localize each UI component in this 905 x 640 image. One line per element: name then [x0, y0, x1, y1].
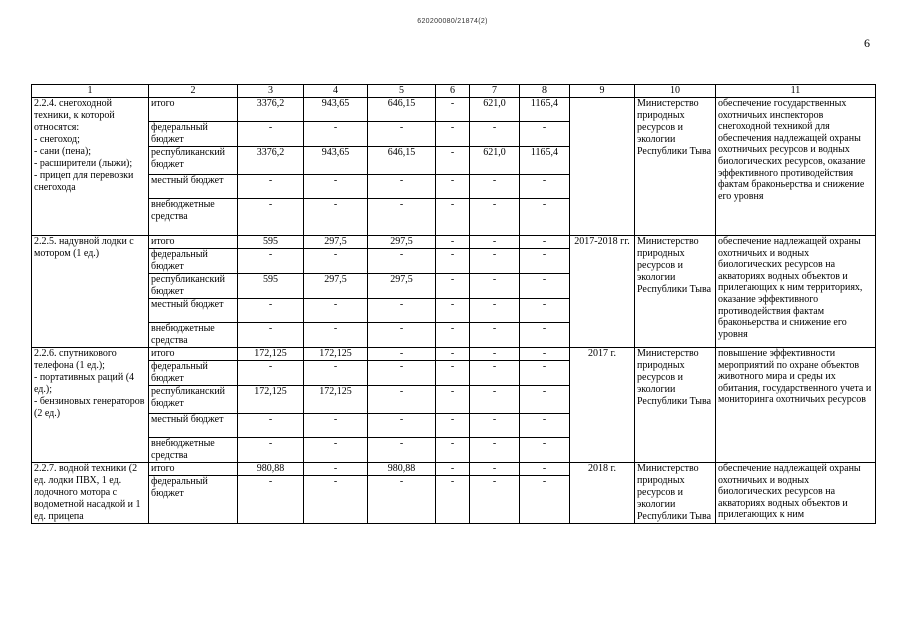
- amount-c7: -: [470, 476, 520, 524]
- amount-c4: -: [304, 361, 368, 386]
- amount-c8: -: [520, 361, 570, 386]
- amount-c7: -: [470, 323, 520, 348]
- amount-c6: -: [436, 122, 470, 147]
- header-col-11: 11: [716, 85, 876, 98]
- responsible-executor: Министерство природных ресурсов и экологии Республики Тыва: [635, 236, 716, 348]
- amount-c6: -: [436, 476, 470, 524]
- amount-c5: -: [368, 438, 436, 463]
- amount-c8: -: [520, 463, 570, 476]
- implementation-period: 2018 г.: [570, 463, 635, 524]
- funding-source: федеральный бюджет: [149, 249, 238, 274]
- expected-result: обеспечение надлежащей охраны охотничьих и водных биологических ресурсов на акваториях водных объектов и прилегающих к ним: [716, 463, 876, 524]
- amount-c5: 646,15: [368, 147, 436, 175]
- amount-c6: -: [436, 236, 470, 249]
- amount-c8: -: [520, 323, 570, 348]
- amount-c5: -: [368, 299, 436, 323]
- amount-c7: -: [470, 249, 520, 274]
- header-col-8: 8: [520, 85, 570, 98]
- funding-source: итого: [149, 463, 238, 476]
- funding-source: итого: [149, 98, 238, 122]
- header-row: [32, 85, 876, 98]
- amount-c4: -: [304, 323, 368, 348]
- amount-c6: -: [436, 386, 470, 414]
- implementation-period: 2017-2018 гг.: [570, 236, 635, 348]
- expected-result: обеспечение государственных охотничьих инспекторов снегоходной техникой для обеспечения надлежащей охраны охотничьих ресурсов и водных биологических ресурсов, оказание эффективного противодействия фактам браконьерства и снижение его уровня: [716, 98, 876, 236]
- expected-result: обеспечение надлежащей охраны охотничьих и водных биологических ресурсов на акваториях водных объектов и прилегающих к ним территориях, оказание эффективного противодействия фактам браконьерства и снижение его уровня: [716, 236, 876, 348]
- header-col-10: 10: [635, 85, 716, 98]
- funding-source: итого: [149, 236, 238, 249]
- amount-c6: -: [436, 199, 470, 236]
- amount-c3: 3376,2: [238, 98, 304, 122]
- funding-source: внебюджетные средства: [149, 438, 238, 463]
- amount-c3: 595: [238, 274, 304, 299]
- amount-c7: -: [470, 299, 520, 323]
- funding-source: внебюджетные средства: [149, 199, 238, 236]
- amount-c5: 646,15: [368, 98, 436, 122]
- table-row: [32, 98, 876, 122]
- implementation-period: [570, 98, 635, 236]
- amount-c8: -: [520, 386, 570, 414]
- amount-c4: 297,5: [304, 274, 368, 299]
- amount-c5: 980,88: [368, 463, 436, 476]
- responsible-executor: Министерство природных ресурсов и экологии Республики Тыва: [635, 98, 716, 236]
- amount-c3: 172,125: [238, 348, 304, 361]
- amount-c6: -: [436, 361, 470, 386]
- header-col-7: 7: [470, 85, 520, 98]
- funding-source: республиканский бюджет: [149, 147, 238, 175]
- amount-c3: -: [238, 249, 304, 274]
- amount-c8: -: [520, 438, 570, 463]
- amount-c5: -: [368, 199, 436, 236]
- header-col-9: 9: [570, 85, 635, 98]
- implementation-period: 2017 г.: [570, 348, 635, 463]
- amount-c3: 980,88: [238, 463, 304, 476]
- amount-c5: -: [368, 249, 436, 274]
- amount-c4: 172,125: [304, 386, 368, 414]
- funding-source: федеральный бюджет: [149, 361, 238, 386]
- funding-source: республиканский бюджет: [149, 386, 238, 414]
- amount-c8: -: [520, 122, 570, 147]
- page-number: 6: [864, 36, 870, 50]
- amount-c4: -: [304, 299, 368, 323]
- amount-c7: -: [470, 414, 520, 438]
- amount-c3: 172,125: [238, 386, 304, 414]
- header-col-6: 6: [436, 85, 470, 98]
- amount-c7: -: [470, 386, 520, 414]
- activity-description: 2.2.5. надувной лодки с мотором (1 ед.): [32, 236, 149, 348]
- amount-c5: -: [368, 386, 436, 414]
- document-id: 620200080/21874(2): [417, 18, 488, 25]
- funding-source: федеральный бюджет: [149, 476, 238, 524]
- table-row: [32, 463, 876, 476]
- amount-c7: -: [470, 361, 520, 386]
- amount-c5: -: [368, 476, 436, 524]
- amount-c7: -: [470, 236, 520, 249]
- table-row: [32, 236, 876, 249]
- activity-description: 2.2.4. снегоходной техники, к которой относятся: - снегоход; - сани (пена); - расширители (лыжи); - прицеп для перевозки снегохода: [32, 98, 149, 236]
- amount-c6: -: [436, 414, 470, 438]
- amount-c3: -: [238, 476, 304, 524]
- amount-c5: 297,5: [368, 236, 436, 249]
- amount-c8: 1165,4: [520, 147, 570, 175]
- amount-c4: -: [304, 463, 368, 476]
- amount-c4: -: [304, 175, 368, 199]
- amount-c5: -: [368, 122, 436, 147]
- amount-c7: -: [470, 274, 520, 299]
- activity-description: 2.2.6. спутникового телефона (1 ед.); - портативных раций (4 ед.); - бензиновых генераторов (2 ед.): [32, 348, 149, 463]
- amount-c4: -: [304, 199, 368, 236]
- amount-c4: -: [304, 438, 368, 463]
- responsible-executor: Министерство природных ресурсов и экологии Республики Тыва: [635, 348, 716, 463]
- funding-source: местный бюджет: [149, 299, 238, 323]
- amount-c5: -: [368, 414, 436, 438]
- table-row: [32, 348, 876, 361]
- amount-c7: -: [470, 438, 520, 463]
- amount-c8: -: [520, 299, 570, 323]
- responsible-executor: Министерство природных ресурсов и экологии Республики Тыва: [635, 463, 716, 524]
- header-col-3: 3: [238, 85, 304, 98]
- amount-c8: -: [520, 348, 570, 361]
- amount-c5: 297,5: [368, 274, 436, 299]
- amount-c6: -: [436, 249, 470, 274]
- amount-c6: -: [436, 175, 470, 199]
- amount-c5: -: [368, 175, 436, 199]
- amount-c6: -: [436, 348, 470, 361]
- amount-c3: -: [238, 438, 304, 463]
- amount-c4: -: [304, 414, 368, 438]
- amount-c7: 621,0: [470, 147, 520, 175]
- amount-c3: -: [238, 414, 304, 438]
- amount-c3: -: [238, 299, 304, 323]
- amount-c4: -: [304, 122, 368, 147]
- amount-c4: 297,5: [304, 236, 368, 249]
- amount-c3: 595: [238, 236, 304, 249]
- amount-c6: -: [436, 147, 470, 175]
- amount-c4: -: [304, 476, 368, 524]
- amount-c5: -: [368, 361, 436, 386]
- amount-c3: -: [238, 361, 304, 386]
- activity-description: 2.2.7. водной техники (2 ед. лодки ПВХ, 1 ед. лодочного мотора с водометной насадкой и 1 ед. прицепа: [32, 463, 149, 524]
- amount-c7: -: [470, 463, 520, 476]
- amount-c8: -: [520, 249, 570, 274]
- amount-c3: -: [238, 122, 304, 147]
- header-col-5: 5: [368, 85, 436, 98]
- funding-source: местный бюджет: [149, 175, 238, 199]
- amount-c7: -: [470, 122, 520, 147]
- amount-c6: -: [436, 274, 470, 299]
- amount-c7: 621,0: [470, 98, 520, 122]
- amount-c4: 943,65: [304, 98, 368, 122]
- amount-c8: -: [520, 414, 570, 438]
- amount-c8: -: [520, 199, 570, 236]
- funding-source: федеральный бюджет: [149, 122, 238, 147]
- amount-c7: -: [470, 199, 520, 236]
- amount-c3: -: [238, 199, 304, 236]
- amount-c7: -: [470, 348, 520, 361]
- amount-c4: 172,125: [304, 348, 368, 361]
- program-table: [31, 84, 876, 524]
- header-col-1: 1: [32, 85, 149, 98]
- amount-c5: -: [368, 323, 436, 348]
- amount-c3: -: [238, 175, 304, 199]
- amount-c8: 1165,4: [520, 98, 570, 122]
- amount-c6: -: [436, 299, 470, 323]
- amount-c8: -: [520, 236, 570, 249]
- amount-c6: -: [436, 323, 470, 348]
- amount-c3: 3376,2: [238, 147, 304, 175]
- funding-source: республиканский бюджет: [149, 274, 238, 299]
- amount-c3: -: [238, 323, 304, 348]
- funding-source: итого: [149, 348, 238, 361]
- funding-source: местный бюджет: [149, 414, 238, 438]
- header-col-2: 2: [149, 85, 238, 98]
- amount-c8: -: [520, 476, 570, 524]
- amount-c6: -: [436, 438, 470, 463]
- amount-c6: -: [436, 98, 470, 122]
- amount-c4: 943,65: [304, 147, 368, 175]
- amount-c4: -: [304, 249, 368, 274]
- funding-source: внебюджетные средства: [149, 323, 238, 348]
- amount-c6: -: [436, 463, 470, 476]
- amount-c8: -: [520, 175, 570, 199]
- amount-c5: -: [368, 348, 436, 361]
- header-col-4: 4: [304, 85, 368, 98]
- amount-c7: -: [470, 175, 520, 199]
- amount-c8: -: [520, 274, 570, 299]
- expected-result: повышение эффективности мероприятий по охране объектов животного мира и среды их обитания, государственного учета и мониторинга охотничьих ресурсов: [716, 348, 876, 463]
